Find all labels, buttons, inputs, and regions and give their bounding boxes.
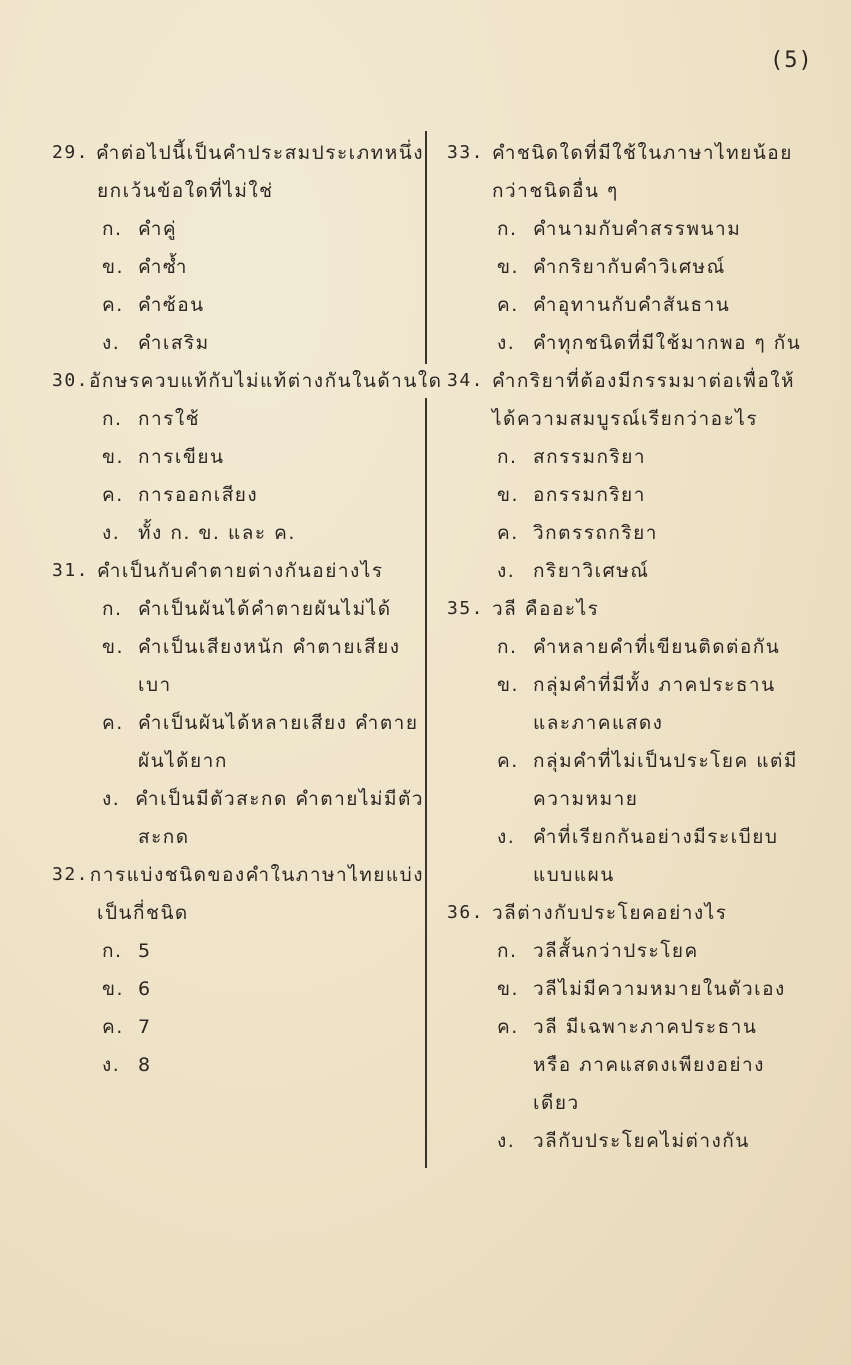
column-divider-top [425,131,427,364]
option-text: วิกตรรถกริยา [533,522,658,544]
answer-option-line [497,1008,807,1046]
option-text: วลีไม่มีความหมายในตัวเอง [533,978,786,1000]
answer-option [52,1046,424,1084]
option-text: 7 [138,1016,152,1038]
question-stem [52,134,424,172]
option-text: คำทุกชนิดที่มีใช้มากพอ ๆ กัน [533,332,802,354]
option-label: ข. [497,674,520,696]
option-text: 8 [138,1054,152,1076]
option-text-continued: สะกด [138,826,190,848]
option-label: ข. [497,484,520,506]
answer-option-line [102,210,424,248]
option-text: วลีกับประโยคไม่ต่างกัน [533,1130,750,1152]
option-label: ค. [497,750,519,772]
answer-option-line [102,932,424,970]
option-text-continued: ความหมาย [533,788,639,810]
answer-option [447,552,807,590]
question-number: 31. [52,560,90,581]
option-label: ค. [102,294,124,316]
option-text: คำเป็นผันได้หลายเสียง คำตาย [138,712,419,734]
answer-option [447,438,807,476]
answer-option-line [497,248,807,286]
option-label: ง. [102,788,121,810]
question-item [447,362,807,590]
answer-option [52,970,424,1008]
answer-option [447,210,807,248]
answer-option-line [102,780,424,818]
option-text-continued: ผันได้ยาก [138,750,228,772]
answer-option [52,400,424,438]
option-label: ค. [497,294,519,316]
option-label: ข. [102,446,125,468]
answer-option-line [497,552,807,590]
left-column [52,134,443,1084]
question-item [447,590,807,894]
option-label: ง. [102,1054,121,1076]
option-label: ง. [497,826,516,848]
answer-option-line [102,1046,424,1084]
question-text: อักษรควบแท้กับไม่แท้ต่างกันในด้านใด [89,370,443,392]
answer-option [52,248,424,286]
option-text: 5 [138,940,152,962]
answer-option [52,210,424,248]
answer-option [52,286,424,324]
option-text: คำเป็นผันได้คำตายผันไม่ได้ [138,598,392,620]
answer-option [52,590,424,628]
option-label: ก. [102,598,123,620]
question-item [52,856,424,1084]
question-stem [447,590,807,628]
question-item [52,552,424,856]
answer-option [447,324,807,362]
question-stem [52,362,443,400]
question-text: คำชนิดใดที่มีใช้ในภาษาไทยน้อย [492,142,793,164]
answer-option-line [102,590,424,628]
answer-option-line [497,210,807,248]
question-text: การแบ่งชนิดของคำในภาษาไทยแบ่ง [89,864,424,886]
question-number: 30. [52,370,90,391]
option-text: คำเป็นเสียงหนัก คำตายเสียง [138,636,401,658]
option-text: กลุ่มคำที่มีทั้ง ภาคประธาน [533,674,776,696]
question-number: 36. [447,902,485,923]
answer-option-line [497,742,807,780]
column-divider-bottom [425,398,427,1168]
answer-option [447,818,807,894]
answer-option [447,248,807,286]
option-text: คำกริยากับคำวิเศษณ์ [533,256,726,278]
answer-option-line [102,970,424,1008]
option-label: ค. [102,712,124,734]
option-text: คำอุทานกับคำสันธาน [533,294,731,316]
question-text: วลี คืออะไร [492,598,600,620]
question-text-continued: ได้ความสมบูรณ์เรียกว่าอะไร [492,408,759,430]
question-stem [52,552,424,590]
option-label: ค. [497,1016,519,1038]
option-label: ก. [497,940,518,962]
question-item [447,134,807,362]
question-number: 32. [52,864,90,885]
answer-option-line [497,286,807,324]
option-label: ง. [102,332,121,354]
question-item [447,894,807,1160]
question-stem [447,894,807,932]
question-text-continued: กว่าชนิดอื่น ๆ [492,180,619,202]
answer-option-line [102,400,424,438]
answer-option-line [497,666,807,704]
question-number: 34. [447,370,485,391]
option-label: ง. [497,1130,516,1152]
answer-option-line [102,514,424,552]
answer-option [52,780,424,856]
answer-option [447,1122,807,1160]
option-label: ข. [102,256,125,278]
answer-option-line [497,324,807,362]
option-text: คำซ้ำ [138,256,188,278]
option-text: การใช้ [138,408,201,430]
option-label: ค. [102,484,124,506]
option-text: คำหลายคำที่เขียนติดต่อกัน [533,636,781,658]
question-number: 35. [447,598,485,619]
option-label: ข. [102,978,125,1000]
option-text: คำคู่ [138,218,178,240]
question-text: คำต่อไปนี้เป็นคำประสมประเภทหนึ่ง [95,142,424,164]
option-label: ก. [102,408,123,430]
option-label: ก. [102,940,123,962]
option-label: ข. [497,978,520,1000]
question-text: คำเป็นกับคำตายต่างกันอย่างไร [97,560,384,582]
answer-option-line [497,514,807,552]
answer-option-line [497,932,807,970]
answer-option [447,628,807,666]
answer-option [52,514,424,552]
answer-option-line [497,628,807,666]
answer-option [52,1008,424,1046]
page-number: (5) [770,48,813,73]
option-label: ก. [497,218,518,240]
option-text: ทั้ง ก. ข. และ ค. [138,522,296,544]
answer-option [52,704,424,780]
option-text: สกรรมกริยา [533,446,647,468]
answer-option-line [497,1122,807,1160]
answer-option-line [497,476,807,514]
answer-option [52,438,424,476]
option-text: 6 [138,978,152,1000]
answer-option [447,970,807,1008]
option-text-continued: เดียว [533,1092,580,1114]
option-label: ก. [497,446,518,468]
answer-option-line [497,438,807,476]
option-label: ก. [497,636,518,658]
option-label: ข. [102,636,125,658]
option-label: ค. [102,1016,124,1038]
answer-option [52,628,424,704]
answer-option [447,286,807,324]
answer-option [52,932,424,970]
answer-option [447,932,807,970]
answer-option-line [102,438,424,476]
answer-option-line [102,324,424,362]
option-text: คำเป็นมีตัวสะกด คำตายไม่มีตัว [135,788,424,810]
option-text-continued: เบา [138,674,172,696]
question-stem [52,856,424,894]
answer-option-line [102,1008,424,1046]
answer-option [447,476,807,514]
question-text-continued: เป็นกี่ชนิด [97,902,189,924]
question-stem [447,134,807,172]
option-text: วลี มีเฉพาะภาคประธาน [533,1016,758,1038]
option-text: อกรรมกริยา [533,484,646,506]
answer-option-line [102,248,424,286]
question-text-continued: ยกเว้นข้อใดที่ไม่ใช่ [97,180,274,202]
answer-option-line [102,704,424,742]
question-stem [447,362,807,400]
option-text: การเขียน [138,446,225,468]
option-text-continued: และภาคแสดง [533,712,664,734]
question-item [52,362,443,552]
option-text: คำเสริม [138,332,210,354]
option-text: กลุ่มคำที่ไม่เป็นประโยค แต่มี [533,750,798,772]
answer-option-line [497,818,807,856]
option-text-continued: หรือ ภาคแสดงเพียงอย่าง [533,1054,765,1076]
answer-option [447,1008,807,1122]
answer-option [52,324,424,362]
answer-option [447,514,807,552]
option-label: ง. [102,522,121,544]
option-label: ข. [497,256,520,278]
question-item [52,134,424,362]
right-column [447,134,807,1160]
answer-option [52,476,424,514]
answer-option-line [102,628,424,666]
option-label: ง. [497,560,516,582]
option-text-continued: แบบแผน [533,864,615,886]
option-text: กริยาวิเศษณ์ [533,560,650,582]
question-number: 33. [447,142,485,163]
option-label: ก. [102,218,123,240]
option-text: คำนามกับคำสรรพนาม [533,218,742,240]
answer-option-line [102,286,424,324]
answer-option-line [102,476,424,514]
option-text: คำที่เรียกกันอย่างมีระเบียบ [533,826,779,848]
question-text: วลีต่างกับประโยคอย่างไร [492,902,728,924]
answer-option [447,742,807,818]
option-text: การออกเสียง [138,484,259,506]
question-text: คำกริยาที่ต้องมีกรรมมาต่อเพื่อให้ [492,370,796,392]
answer-option [447,666,807,742]
option-label: ค. [497,522,519,544]
option-text: คำซ้อน [138,294,205,316]
option-text: วลีสั้นกว่าประโยค [533,940,699,962]
question-number: 29. [52,142,90,163]
option-label: ง. [497,332,516,354]
answer-option-line [497,970,807,1008]
